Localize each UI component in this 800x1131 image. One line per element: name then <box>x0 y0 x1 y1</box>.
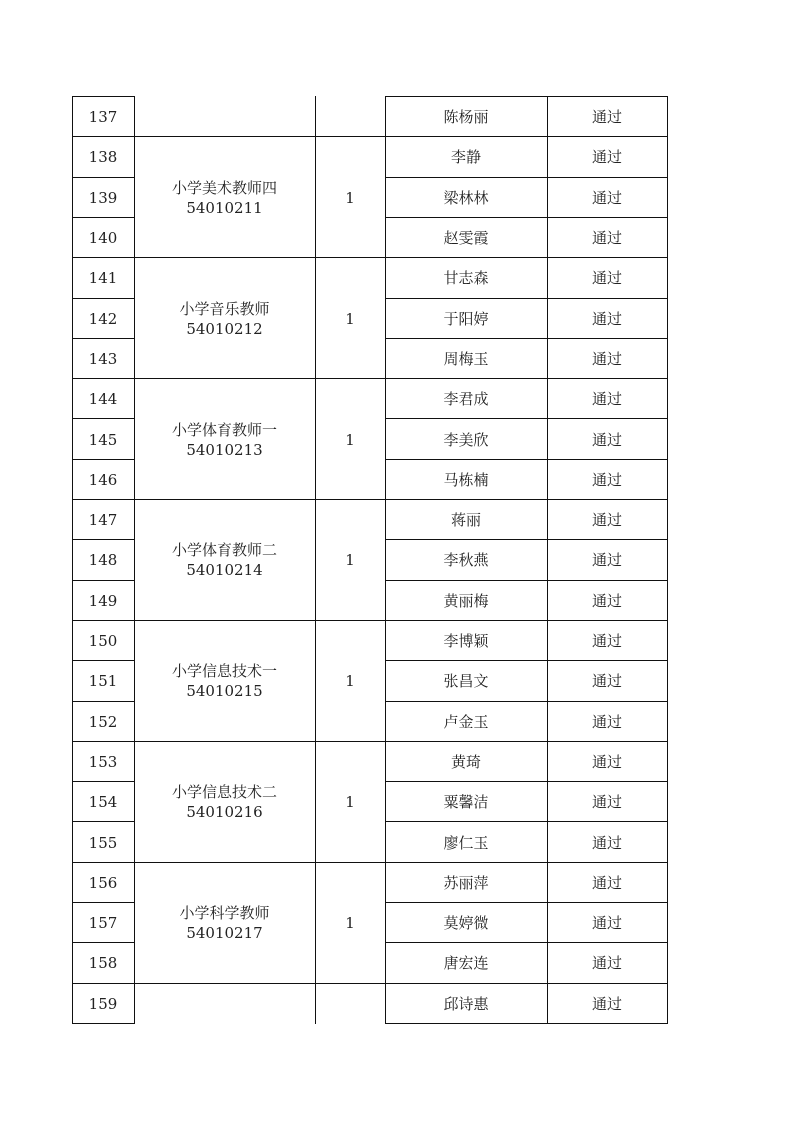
column-border <box>72 96 73 1024</box>
row-border <box>385 1023 668 1024</box>
row-border <box>72 459 135 460</box>
review-status: 通过 <box>591 229 622 248</box>
position-code: 54010211 <box>186 198 263 217</box>
position-title: 小学美术教师四 <box>171 178 277 197</box>
row-number: 142 <box>88 309 118 328</box>
review-status: 通过 <box>591 752 622 771</box>
column-border <box>134 96 135 1024</box>
candidate-name: 张昌文 <box>443 672 489 691</box>
position-cell <box>134 500 315 621</box>
position-cell <box>134 863 315 984</box>
row-border <box>385 660 668 661</box>
position-cell <box>134 621 315 742</box>
review-status: 通过 <box>591 591 622 610</box>
row-border <box>72 338 135 339</box>
position-title: 小学科学教师 <box>179 904 270 923</box>
group-border <box>134 136 385 137</box>
position-code: 54010212 <box>186 319 263 338</box>
review-status: 通过 <box>591 430 622 449</box>
review-status: 通过 <box>591 914 622 933</box>
row-number: 159 <box>88 994 118 1013</box>
row-number: 145 <box>88 430 118 449</box>
row-number: 157 <box>88 914 118 933</box>
position-code: 54010217 <box>186 924 263 943</box>
position-cell <box>134 984 315 1024</box>
row-number: 148 <box>88 551 118 570</box>
review-status: 通过 <box>591 551 622 570</box>
review-status: 通过 <box>591 672 622 691</box>
review-status: 通过 <box>591 632 622 651</box>
row-border <box>72 983 135 984</box>
candidate-name: 陈杨丽 <box>443 108 489 127</box>
row-border <box>72 418 135 419</box>
review-status: 通过 <box>591 470 622 489</box>
quota-cell: 1 <box>345 551 355 570</box>
row-border <box>72 620 135 621</box>
row-number: 146 <box>88 470 118 489</box>
row-border <box>72 741 135 742</box>
group-border <box>134 983 385 984</box>
row-border <box>72 821 135 822</box>
position-code: 54010216 <box>186 803 263 822</box>
review-status: 通过 <box>591 793 622 812</box>
candidate-name: 李静 <box>450 148 481 167</box>
candidate-name: 卢金玉 <box>443 712 489 731</box>
row-border <box>72 580 135 581</box>
quota-cell: 1 <box>345 672 355 691</box>
candidate-name: 周梅玉 <box>443 349 489 368</box>
review-status: 通过 <box>591 954 622 973</box>
row-border <box>385 378 668 379</box>
row-number: 149 <box>88 591 118 610</box>
row-number: 154 <box>88 793 118 812</box>
review-status: 通过 <box>591 712 622 731</box>
row-number: 152 <box>88 712 118 731</box>
position-title: 小学体育教师二 <box>171 541 277 560</box>
row-number: 147 <box>88 511 118 530</box>
row-border <box>72 177 135 178</box>
row-border <box>385 257 668 258</box>
row-number: 153 <box>88 752 118 771</box>
row-border <box>385 418 668 419</box>
candidate-name: 唐宏连 <box>443 954 489 973</box>
row-border <box>72 217 135 218</box>
candidate-name: 粟馨洁 <box>443 793 489 812</box>
row-number: 141 <box>88 269 118 288</box>
position-cell <box>134 258 315 379</box>
row-number: 150 <box>88 632 118 651</box>
review-status: 通过 <box>591 188 622 207</box>
candidate-name: 马栋楠 <box>443 470 489 489</box>
row-border <box>385 942 668 943</box>
candidate-name: 李博颖 <box>443 632 489 651</box>
row-number: 155 <box>88 833 118 852</box>
row-border <box>385 96 668 97</box>
quota-cell <box>315 984 385 1024</box>
group-border <box>134 257 385 258</box>
review-status: 通过 <box>591 994 622 1013</box>
candidate-name: 苏丽萍 <box>443 873 489 892</box>
position-cell <box>134 97 315 137</box>
review-status: 通过 <box>591 511 622 530</box>
row-border <box>72 781 135 782</box>
row-border <box>72 298 135 299</box>
position-title: 小学体育教师一 <box>171 420 277 439</box>
candidate-name: 甘志森 <box>443 269 489 288</box>
candidate-name: 赵雯霞 <box>443 229 489 248</box>
group-border <box>134 499 385 500</box>
candidate-name: 黄琦 <box>450 752 481 771</box>
row-border <box>385 499 668 500</box>
column-border <box>315 96 316 1024</box>
row-border <box>72 902 135 903</box>
group-border <box>134 862 385 863</box>
row-border <box>72 862 135 863</box>
quota-cell: 1 <box>345 309 355 328</box>
row-border <box>385 741 668 742</box>
quota-cell <box>315 97 385 137</box>
position-title: 小学音乐教师 <box>179 299 270 318</box>
row-border <box>72 378 135 379</box>
row-number: 144 <box>88 390 118 409</box>
row-number: 156 <box>88 873 118 892</box>
row-border <box>72 539 135 540</box>
candidate-name: 廖仁玉 <box>443 833 489 852</box>
row-border <box>72 1023 135 1024</box>
position-code: 54010214 <box>186 561 263 580</box>
row-border <box>385 136 668 137</box>
candidate-name: 于阳婷 <box>443 309 489 328</box>
candidate-name: 蒋丽 <box>450 511 481 530</box>
row-border <box>385 701 668 702</box>
row-border <box>385 821 668 822</box>
candidate-name: 梁林林 <box>443 188 489 207</box>
column-border <box>385 96 386 1024</box>
row-number: 137 <box>88 108 118 127</box>
row-border <box>385 338 668 339</box>
position-code: 54010213 <box>186 440 263 459</box>
quota-cell: 1 <box>345 430 355 449</box>
row-border <box>72 701 135 702</box>
candidate-name: 黄丽梅 <box>443 591 489 610</box>
review-status: 通过 <box>591 309 622 328</box>
candidate-name: 邱诗惠 <box>443 994 489 1013</box>
group-border <box>134 378 385 379</box>
row-border <box>385 177 668 178</box>
column-border <box>667 96 668 1024</box>
position-cell <box>134 742 315 863</box>
row-border <box>385 902 668 903</box>
candidate-name: 李秋燕 <box>443 551 489 570</box>
row-border <box>385 983 668 984</box>
row-border <box>72 96 135 97</box>
row-border <box>385 217 668 218</box>
review-status: 通过 <box>591 108 622 127</box>
row-number: 138 <box>88 148 118 167</box>
candidate-name: 莫婷微 <box>443 914 489 933</box>
quota-cell: 1 <box>345 793 355 812</box>
row-border <box>385 298 668 299</box>
position-cell <box>134 379 315 500</box>
row-border <box>72 136 135 137</box>
row-number: 143 <box>88 349 118 368</box>
group-border <box>134 741 385 742</box>
position-cell <box>134 137 315 258</box>
row-border <box>385 539 668 540</box>
row-border <box>385 781 668 782</box>
row-number: 151 <box>88 672 118 691</box>
position-title: 小学信息技术二 <box>171 783 277 802</box>
quota-cell: 1 <box>345 188 355 207</box>
row-border <box>385 459 668 460</box>
row-border <box>385 620 668 621</box>
quota-cell: 1 <box>345 914 355 933</box>
row-number: 158 <box>88 954 118 973</box>
position-title: 小学信息技术一 <box>171 662 277 681</box>
row-border <box>72 257 135 258</box>
row-border <box>385 862 668 863</box>
review-status: 通过 <box>591 349 622 368</box>
row-border <box>72 660 135 661</box>
review-status: 通过 <box>591 390 622 409</box>
review-status: 通过 <box>591 269 622 288</box>
candidate-name: 李美欣 <box>443 430 489 449</box>
row-number: 139 <box>88 188 118 207</box>
position-code: 54010215 <box>186 682 263 701</box>
row-border <box>385 580 668 581</box>
row-number: 140 <box>88 229 118 248</box>
group-border <box>134 620 385 621</box>
row-border <box>72 942 135 943</box>
review-status: 通过 <box>591 873 622 892</box>
review-status: 通过 <box>591 148 622 167</box>
candidate-name: 李君成 <box>443 390 489 409</box>
row-border <box>72 499 135 500</box>
column-border <box>547 96 548 1024</box>
review-status: 通过 <box>591 833 622 852</box>
